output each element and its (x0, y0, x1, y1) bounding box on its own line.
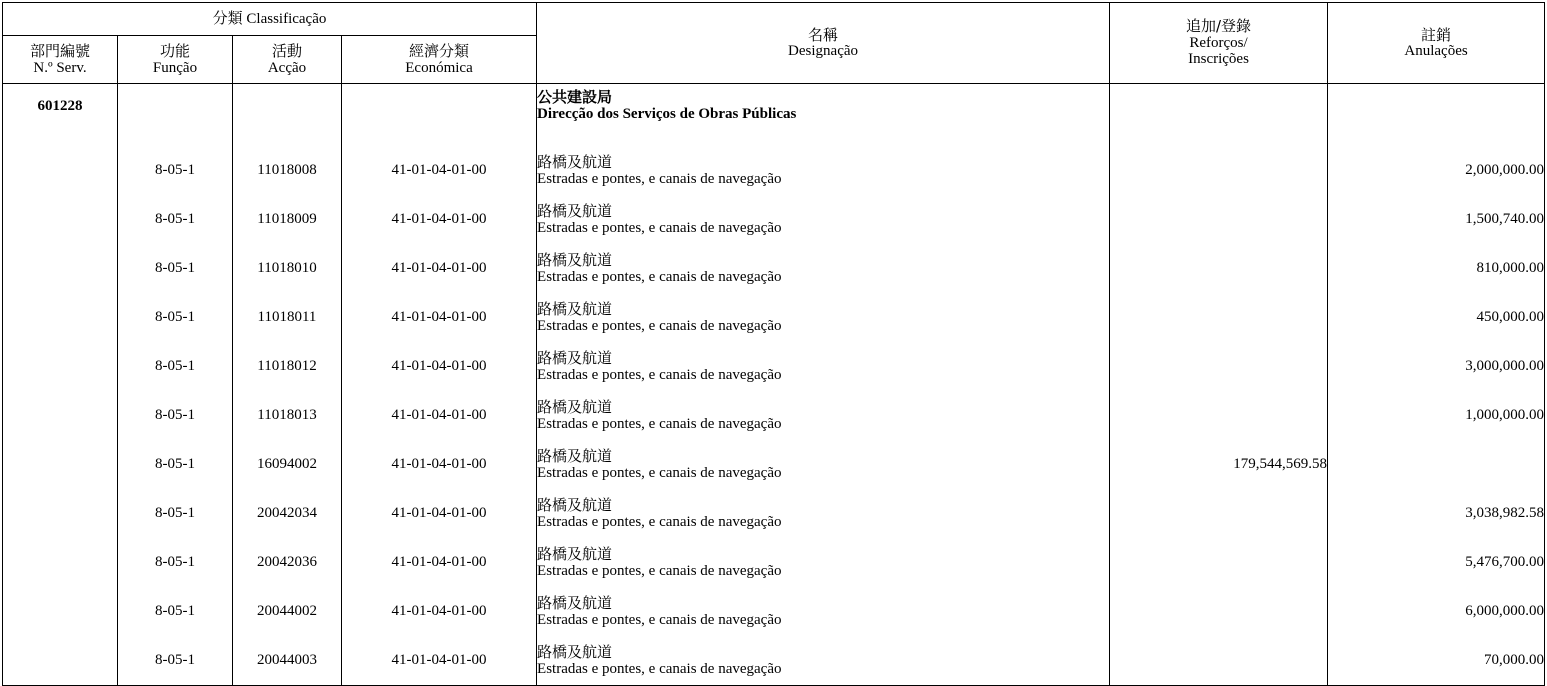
designation-zh: 路橋及航道 (537, 447, 613, 465)
designation-pt: Estradas e pontes, e canais de navegação (537, 660, 782, 677)
dept-no-cell (3, 391, 118, 440)
economic-cell: 41-01-04-01-00 (342, 440, 537, 489)
department-name-pt: Direcção dos Serviços de Obras Públicas (537, 105, 797, 122)
department-economic-cell (342, 84, 537, 147)
table-row (3, 587, 1545, 636)
dept-no-cell (3, 293, 118, 342)
function-cell: 8-05-1 (118, 244, 233, 293)
reinforcement-cell (1110, 195, 1328, 244)
table-row (3, 391, 1545, 440)
designation-zh: 路橋及航道 (537, 153, 613, 171)
action-cell: 20042036 (233, 538, 342, 587)
reinforcement-cell (1110, 391, 1328, 440)
designation-header-zh: 名稱 (808, 25, 839, 44)
annulments-header-zh: 註銷 (1421, 25, 1452, 44)
annulment-cell: 450,000.00 (1328, 293, 1545, 342)
dept-no-cell (3, 146, 118, 195)
annulment-cell: 3,000,000.00 (1328, 342, 1545, 391)
economic-cell: 41-01-04-01-00 (342, 146, 537, 195)
function-header (118, 36, 233, 84)
action-cell: 20042034 (233, 489, 342, 538)
reinforcement-cell (1110, 244, 1328, 293)
function-cell: 8-05-1 (118, 440, 233, 489)
function-cell: 8-05-1 (118, 489, 233, 538)
reinforcement-cell (1110, 146, 1328, 195)
reinforcement-cell (1110, 489, 1328, 538)
function-header-zh: 功能 (159, 42, 190, 60)
designation-zh: 路橋及航道 (537, 300, 613, 318)
department-reinforcement-cell (1110, 84, 1328, 147)
designation-cell (537, 391, 1110, 440)
designation-pt: Estradas e pontes, e canais de navegação (537, 562, 782, 579)
table-row (3, 293, 1545, 342)
designation-cell (537, 587, 1110, 636)
action-cell: 16094002 (233, 440, 342, 489)
action-header-zh: 活動 (271, 42, 302, 60)
designation-pt: Estradas e pontes, e canais de navegação (537, 611, 782, 628)
economic-cell: 41-01-04-01-00 (342, 587, 537, 636)
annulment-cell: 5,476,700.00 (1328, 538, 1545, 587)
designation-cell (537, 146, 1110, 195)
economic-cell: 41-01-04-01-00 (342, 391, 537, 440)
action-header (233, 36, 342, 84)
department-function-cell (118, 84, 233, 147)
annulment-cell: 3,038,982.58 (1328, 489, 1545, 538)
designation-pt: Estradas e pontes, e canais de navegação (537, 513, 782, 530)
economic-cell: 41-01-04-01-00 (342, 489, 537, 538)
designation-zh: 路橋及航道 (537, 496, 613, 514)
table-row (3, 636, 1545, 686)
dept-no-cell (3, 489, 118, 538)
designation-zh: 路橋及航道 (537, 643, 613, 661)
annulment-cell (1328, 440, 1545, 489)
action-cell: 11018009 (233, 195, 342, 244)
designation-cell (537, 342, 1110, 391)
annulment-cell: 2,000,000.00 (1328, 146, 1545, 195)
function-cell: 8-05-1 (118, 342, 233, 391)
dept-no-cell (3, 636, 118, 686)
table-row (3, 244, 1545, 293)
department-name (537, 84, 1110, 147)
department-name-zh: 公共建設局 (537, 88, 613, 106)
dept-no-cell (3, 342, 118, 391)
designation-zh: 路橋及航道 (537, 398, 613, 416)
designation-pt: Estradas e pontes, e canais de navegação (537, 268, 782, 285)
designation-zh: 路橋及航道 (537, 202, 613, 220)
action-cell: 11018011 (233, 293, 342, 342)
designation-pt: Estradas e pontes, e canais de navegação (537, 219, 782, 236)
economic-cell: 41-01-04-01-00 (342, 244, 537, 293)
designation-header-pt: Designação (788, 43, 859, 59)
department-action-cell (233, 84, 342, 147)
function-cell: 8-05-1 (118, 587, 233, 636)
dept-no-cell (3, 587, 118, 636)
department-code: 601228 (3, 84, 118, 147)
designation-pt: Estradas e pontes, e canais de navegação (537, 170, 782, 187)
table-row (3, 538, 1545, 587)
reinforcements-header (1110, 3, 1328, 84)
annulment-cell: 810,000.00 (1328, 244, 1545, 293)
reinforcement-cell (1110, 587, 1328, 636)
function-header-pt: Função (152, 59, 198, 76)
reinforcement-cell (1110, 538, 1328, 587)
economic-header (342, 36, 537, 84)
action-cell: 11018013 (233, 391, 342, 440)
reinforcements-header-pt-1: Reforços/ (1189, 34, 1248, 51)
table-row (3, 195, 1545, 244)
reinforcement-cell: 179,544,569.58 (1110, 440, 1328, 489)
budget-table (2, 2, 1545, 686)
table-row (3, 489, 1545, 538)
reinforcements-header-pt-2: Inscrições (1188, 51, 1249, 68)
dept-no-header (3, 36, 118, 84)
table-body (3, 84, 1545, 686)
designation-pt: Estradas e pontes, e canais de navegação (537, 366, 782, 383)
action-cell: 11018008 (233, 146, 342, 195)
department-row (3, 84, 1545, 147)
designation-cell (537, 636, 1110, 686)
designation-header (537, 3, 1110, 84)
table-row (3, 146, 1545, 195)
reinforcement-cell (1110, 293, 1328, 342)
classification-header: 分類 Classificação (3, 3, 537, 36)
designation-cell (537, 244, 1110, 293)
designation-cell (537, 195, 1110, 244)
designation-pt: Estradas e pontes, e canais de navegação (537, 317, 782, 334)
annulments-header-pt: Anulações (1404, 43, 1468, 59)
economic-cell: 41-01-04-01-00 (342, 342, 537, 391)
designation-cell (537, 293, 1110, 342)
department-annulment-cell (1328, 84, 1545, 147)
designation-pt: Estradas e pontes, e canais de navegação (537, 415, 782, 432)
economic-cell: 41-01-04-01-00 (342, 293, 537, 342)
designation-cell (537, 440, 1110, 489)
designation-cell (537, 489, 1110, 538)
reinforcements-header-zh: 追加/登錄 (1186, 17, 1252, 36)
annulment-cell: 70,000.00 (1328, 636, 1545, 686)
function-cell: 8-05-1 (118, 293, 233, 342)
dept-no-header-pt: N.º Serv. (33, 59, 87, 76)
annulments-header (1328, 3, 1545, 84)
economic-cell: 41-01-04-01-00 (342, 636, 537, 686)
designation-zh: 路橋及航道 (537, 251, 613, 269)
action-cell: 20044002 (233, 587, 342, 636)
designation-cell (537, 538, 1110, 587)
action-cell: 11018012 (233, 342, 342, 391)
annulment-cell: 1,000,000.00 (1328, 391, 1545, 440)
designation-zh: 路橋及航道 (537, 545, 613, 563)
function-cell: 8-05-1 (118, 146, 233, 195)
action-cell: 20044003 (233, 636, 342, 686)
reinforcement-cell (1110, 342, 1328, 391)
economic-cell: 41-01-04-01-00 (342, 195, 537, 244)
dept-no-header-zh: 部門編號 (29, 42, 90, 60)
function-cell: 8-05-1 (118, 195, 233, 244)
function-cell: 8-05-1 (118, 636, 233, 686)
dept-no-cell (3, 440, 118, 489)
dept-no-cell (3, 244, 118, 293)
table-header (3, 3, 1545, 84)
action-header-pt: Acção (267, 59, 307, 76)
reinforcement-cell (1110, 636, 1328, 686)
designation-pt: Estradas e pontes, e canais de navegação (537, 464, 782, 481)
economic-header-zh: 經濟分類 (409, 42, 470, 60)
table-row (3, 342, 1545, 391)
annulment-cell: 6,000,000.00 (1328, 587, 1545, 636)
action-cell: 11018010 (233, 244, 342, 293)
function-cell: 8-05-1 (118, 538, 233, 587)
economic-header-pt: Económica (405, 59, 473, 76)
designation-zh: 路橋及航道 (537, 349, 613, 367)
dept-no-cell (3, 538, 118, 587)
designation-zh: 路橋及航道 (537, 594, 613, 612)
annulment-cell: 1,500,740.00 (1328, 195, 1545, 244)
table-row (3, 440, 1545, 489)
economic-cell: 41-01-04-01-00 (342, 538, 537, 587)
function-cell: 8-05-1 (118, 391, 233, 440)
dept-no-cell (3, 195, 118, 244)
